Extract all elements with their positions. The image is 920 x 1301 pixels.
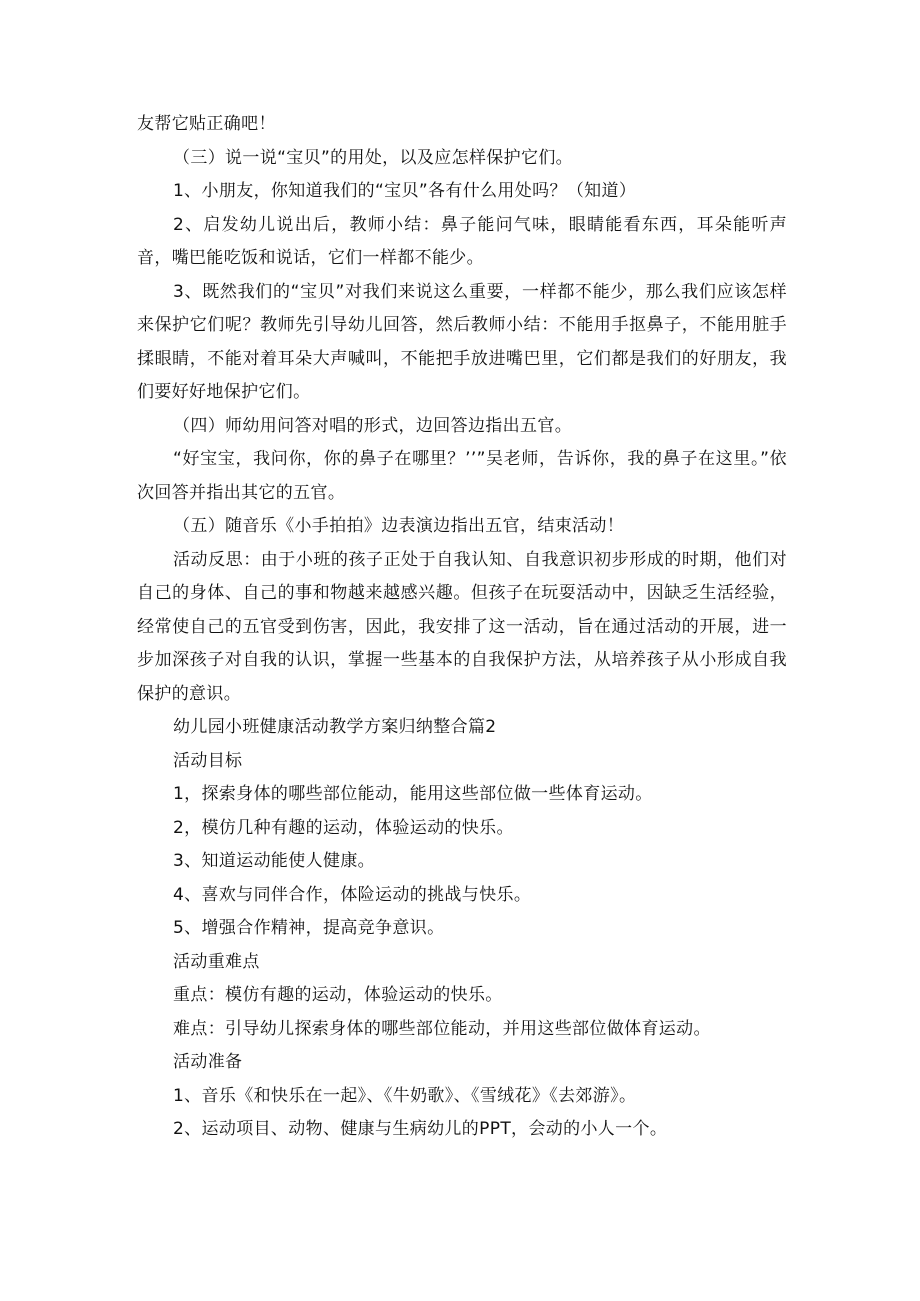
difficult-point: 难点：引导幼儿探索身体的哪些部位能动，并用这些部位做体育运动。 [173,1018,711,1039]
paragraph-item-3: 3、既然我们的“宝贝”对我们来说这么重要，一样都不能少，那么我们应该怎样来保护它们呢？教师先引导幼儿回答，然后教师小结：不能用手抠鼻子，不能用脏手揉眼睛，不能对着耳朵大声喊叫，不能把手放进嘴巴里，它们都是我们的好朋友，我们要好好地保护它们。 [137,281,787,402]
section-heading-three: （三）说一说“宝贝”的用处，以及应怎样保护它们。 [173,147,574,168]
preparation-item-1: 1、音乐《和快乐在一起》、《牛奶歌》、《雪绒花》《去郊游》。 [173,1085,637,1106]
key-point: 重点：模仿有趣的运动，体验运动的快乐。 [173,985,503,1005]
document-body [137,108,787,1147]
paragraph-dialogue: “好宝宝，我问你，你的鼻子在哪里？’’”吴老师，告诉你，我的鼻子在这里。”依次回答并指出其它的五官。 [137,449,787,503]
section-heading-four: （四）师幼用问答对唱的形式，边回答边指出五官。 [173,415,573,436]
heading-key-difficult-points: 活动重难点 [173,951,260,972]
paragraph-continuation: 友帮它贴正确吧！ [137,114,276,134]
heading-activity-preparation: 活动准备 [173,1052,243,1072]
section-heading-five: （五）随音乐《小手拍拍》边表演边指出五官，结束活动！ [173,516,625,536]
goal-item-2: 2，模仿几种有趣的运动，体验运动的快乐。 [173,817,514,838]
paragraph-item-2: 2、启发幼儿说出后，教师小结：鼻子能问气味，眼睛能看东西，耳朵能听声音，嘴巴能吃饭和说话，它们一样都不能少。 [137,214,787,268]
goal-item-1: 1，探索身体的哪些部位能动，能用这些部位做一些体育运动。 [173,784,653,804]
goal-item-5: 5、增强合作精神，提高竞争意识。 [173,918,445,938]
goal-item-3: 3、知道运动能使人健康。 [173,851,376,871]
heading-activity-goals: 活动目标 [173,750,243,771]
paragraph-item-1: 1、小朋友，你知道我们的“宝贝”各有什么用处吗？（知道） [173,181,637,201]
preparation-item-2: 2、运动项目、动物、健康与生病幼儿的PPT，会动的小人一个。 [173,1119,668,1139]
document-subtitle: 幼儿园小班健康活动教学方案归纳整合篇2 [173,717,497,737]
goal-item-4: 4、喜欢与同伴合作，体险运动的挑战与快乐。 [173,884,532,905]
paragraph-reflection: 活动反思：由于小班的孩子正处于自我认知、自我意识初步形成的时期，他们对自己的身体、自己的事和物越来越感兴趣。但孩子在玩耍活动中，因缺乏生活经验，经常使自己的五官受到伤害，因此，我安排了这一活动，旨在通过活动的开展，进一步加深孩子对自我的认识，掌握一些基本的自我保护方法，从培养孩子从小形成自我保护的意识。 [137,549,787,704]
